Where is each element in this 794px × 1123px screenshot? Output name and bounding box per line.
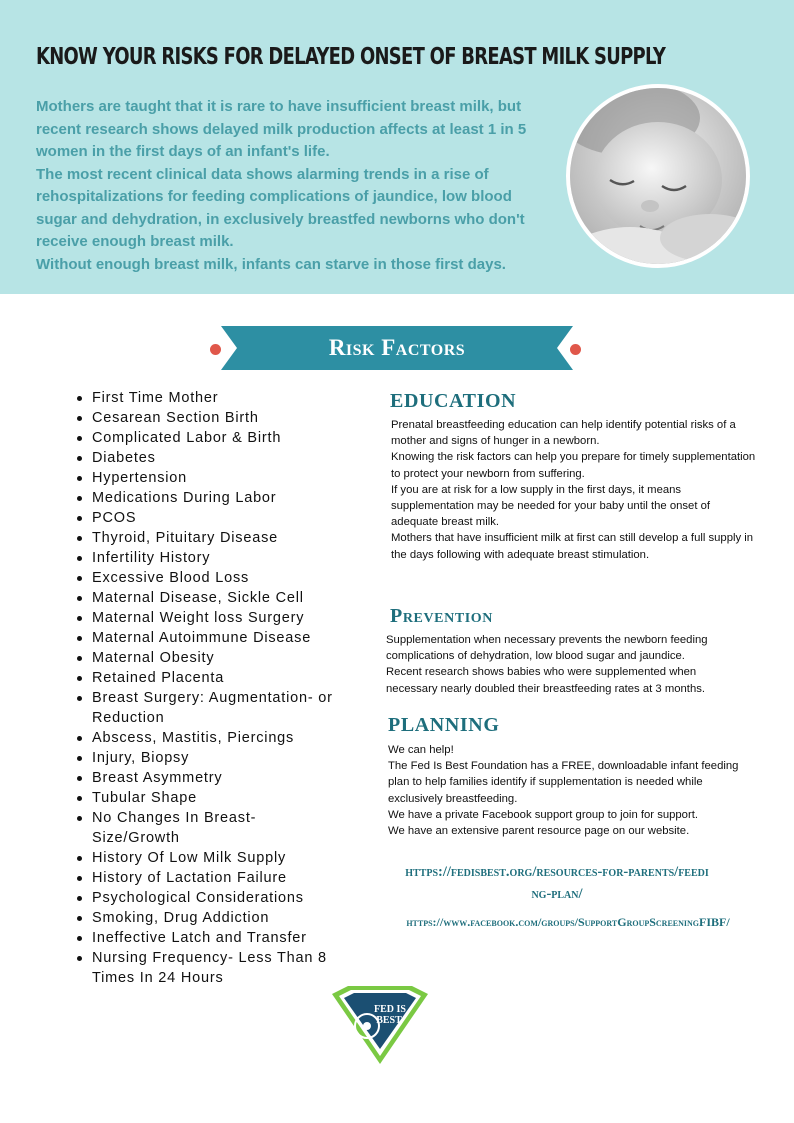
feeding-plan-link[interactable]: https://fedisbest.org/resources-for-parents/feeding-plan/ bbox=[405, 864, 709, 902]
planning-paragraph: We have a private Facebook support group to join for support. bbox=[388, 808, 699, 821]
fed-is-best-logo bbox=[330, 986, 430, 1066]
education-paragraph: Knowing the risk factors can help you prepare for timely supplementation to protect your newborn from suffering. bbox=[391, 451, 756, 480]
list-item: History Of Low Milk Supply bbox=[73, 848, 343, 868]
risk-factors-banner bbox=[221, 326, 573, 370]
logo-text: FED IS bbox=[374, 1004, 406, 1015]
list-item: History of Lactation Failure bbox=[73, 868, 343, 888]
list-item: Retained Placenta bbox=[73, 668, 343, 688]
planning-paragraph: The Fed Is Best Foundation has a FREE, downloadable infant feeding plan to help families identify if supplementation is needed while exclusively breastfeeding. bbox=[388, 760, 739, 805]
list-item: Nursing Frequency- Less Than 8 Times In 24 Hours bbox=[73, 948, 343, 988]
education-heading: EDUCATION bbox=[390, 390, 517, 412]
planning-paragraph: We can help! bbox=[388, 744, 454, 756]
list-item: Tubular Shape bbox=[73, 788, 343, 808]
planning-heading: PLANNING bbox=[388, 714, 500, 736]
education-paragraph: Mothers that have insufficient milk at first can still develop a full supply in the days following with adequate breast stimulation. bbox=[391, 532, 754, 561]
intro-paragraph: Mothers are taught that it is rare to have insufficient breast milk, but recent research shows delayed milk production affects at least 1 in 5 women in the first days of an infant's life. bbox=[36, 98, 527, 160]
prevention-heading: Prevention bbox=[390, 605, 494, 627]
intro-paragraph: Without enough breast milk, infants can starve in those first days. bbox=[36, 255, 506, 273]
facebook-group-link[interactable]: https://www.facebook.com/groups/SupportGroupScreeningFIBF/ bbox=[406, 915, 730, 929]
page-title: KNOW YOUR RISKS FOR DELAYED ONSET OF BREAST MILK SUPPLY bbox=[36, 44, 666, 70]
list-item: Maternal Disease, Sickle Cell bbox=[73, 588, 343, 608]
prevention-paragraph: Supplementation when necessary prevents the newborn feeding complications of dehydration, low blood sugar and jaundice. bbox=[386, 634, 708, 663]
list-item: Cesarean Section Birth bbox=[73, 408, 343, 428]
education-paragraph: Prenatal breastfeeding education can help identify potential risks of a mother and signs of hunger in a newborn. bbox=[391, 419, 736, 448]
list-item: Diabetes bbox=[73, 448, 343, 468]
list-item: Breast Asymmetry bbox=[73, 768, 343, 788]
list-item: PCOS bbox=[73, 508, 343, 528]
banner-left-dot bbox=[210, 344, 221, 355]
list-item: Infertility History bbox=[73, 548, 343, 568]
intro-paragraph: The most recent clinical data shows alarming trends in a rise of rehospitalizations for feeding complications of jaundice, low blood sugar and dehydration, in exclusively breastfed newborns who don't receive enough breast milk. bbox=[36, 165, 525, 250]
planning-paragraph: We have an extensive parent resource page on our website. bbox=[388, 825, 690, 838]
list-item: Maternal Obesity bbox=[73, 648, 343, 668]
list-item: Hypertension bbox=[73, 468, 343, 488]
intro-text bbox=[36, 96, 556, 276]
education-paragraph: If you are at risk for a low supply in the first days, it means supplementation may be needed for your baby until the onset of adequate breast milk. bbox=[391, 483, 711, 529]
list-item: Ineffective Latch and Transfer bbox=[73, 928, 343, 948]
prevention-body bbox=[386, 632, 742, 697]
sleeping-baby-photo bbox=[566, 84, 750, 268]
list-item: Maternal Weight loss Surgery bbox=[73, 608, 343, 628]
logo-text: BEST bbox=[376, 1015, 402, 1026]
education-body bbox=[391, 417, 759, 563]
list-item: Medications During Labor bbox=[73, 488, 343, 508]
list-item: Excessive Blood Loss bbox=[73, 568, 343, 588]
list-item: Complicated Labor & Birth bbox=[73, 428, 343, 448]
list-item: First Time Mother bbox=[73, 388, 343, 408]
list-item: Abscess, Mastitis, Piercings bbox=[73, 728, 343, 748]
planning-body bbox=[388, 742, 756, 839]
list-item: Smoking, Drug Addiction bbox=[73, 908, 343, 928]
list-item: Psychological Considerations bbox=[73, 888, 343, 908]
list-item: Thyroid, Pituitary Disease bbox=[73, 528, 343, 548]
prevention-paragraph: Recent research shows babies who were supplemented when necessary nearly doubled their breastfeeding rates at 3 months. bbox=[386, 666, 706, 695]
risk-factors-title: Risk Factors bbox=[328, 335, 466, 360]
list-item: No Changes In Breast- Size/Growth bbox=[73, 808, 343, 848]
header-band bbox=[0, 0, 794, 294]
list-item: Injury, Biopsy bbox=[73, 748, 343, 768]
risk-factor-list bbox=[73, 388, 343, 988]
list-item: Breast Surgery: Augmentation- or Reduction bbox=[73, 688, 343, 728]
list-item: Maternal Autoimmune Disease bbox=[73, 628, 343, 648]
